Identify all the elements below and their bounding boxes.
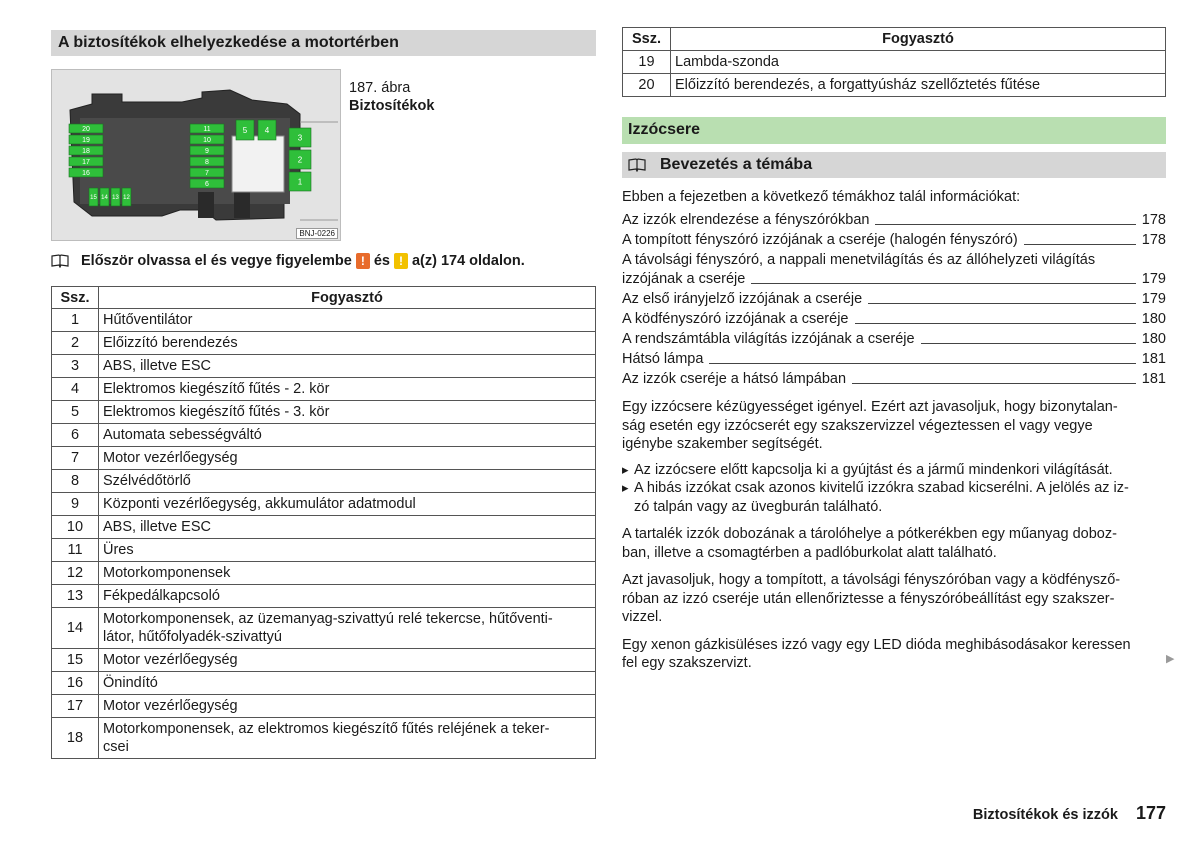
table-row	[52, 539, 596, 562]
fuse-slot-label: 7	[205, 169, 209, 177]
fuse-number: 9	[52, 493, 99, 516]
fuse-consumer: Szélvédőtörlő	[99, 470, 596, 493]
intro-heading	[622, 152, 1166, 178]
fuse-slot-label: 19	[82, 136, 90, 144]
table-row	[52, 332, 596, 355]
figure-title: Biztosítékok	[349, 98, 435, 114]
fuse-slot-label: 13	[112, 195, 119, 202]
fuse-slot-label: 4	[264, 125, 270, 135]
fuse-slot-label: 15	[90, 195, 97, 202]
warning-icon-yellow: !	[394, 253, 408, 269]
fuse-number: 18	[52, 718, 99, 759]
warning-icon-red: !	[356, 253, 370, 269]
fuse-consumer: Motorkomponensek, az elektromos kiegészítő fűtés reléjének a teker- csei	[99, 718, 596, 759]
fuse-consumer: Előizzító berendezés, a forgattyúsház szellőztetés fűtése	[671, 74, 1166, 97]
toc-page-number: 181	[1141, 351, 1166, 367]
fuse-slot-label: 9	[205, 147, 209, 155]
table-row	[52, 585, 596, 608]
toc-item[interactable]	[622, 290, 1166, 309]
section-title-bulb-change: Izzócsere	[622, 117, 1166, 144]
toc-item-line	[622, 251, 1166, 270]
toc-leader	[751, 283, 1135, 284]
page-number: 177	[1135, 803, 1166, 823]
fuse-consumer: Motorkomponensek	[99, 562, 596, 585]
fuse-number: 19	[623, 51, 671, 74]
toc-page-number: 179	[1141, 291, 1166, 307]
fuse-slot-label: 8	[205, 158, 209, 166]
fuse-slot-label: 2	[297, 155, 303, 165]
bullet-item: ▸ A hibás izzókat csak azonos kivitelű izzókra szabad kicserélni. A jelölés az iz- zó talpán vagy az üvegburán található.	[622, 479, 1166, 516]
toc-leader	[875, 224, 1135, 225]
fuse-slot-label: 12	[123, 195, 130, 202]
toc-item[interactable]	[622, 270, 1166, 289]
toc-item[interactable]	[622, 330, 1166, 349]
fuse-number: 14	[52, 608, 99, 649]
table-row	[52, 493, 596, 516]
toc-page-number: 179	[1141, 271, 1166, 287]
fuse-consumer: Motor vezérlőegység	[99, 695, 596, 718]
toc-item[interactable]	[622, 231, 1166, 250]
section-title-fuse-location: A biztosítékok elhelyezkedése a motortérben	[51, 30, 596, 56]
fuse-consumer: Motorkomponensek, az üzemanyag-szivattyú relé tekercse, hűtőventi- látor, hűtőfolyadék-szivattyú	[99, 608, 596, 649]
paragraph-2: A tartalék izzók dobozának a tárolóhelye a pótkerékben egy műanyag doboz- ban, illetve a csomagtérben a padlóburkolat alatt található.	[622, 526, 1117, 561]
table-header-number: Ssz.	[623, 28, 671, 51]
fuse-slot-label: 17	[82, 158, 90, 166]
next-page-arrow-icon: ▶	[1166, 653, 1175, 665]
fuse-number: 6	[52, 424, 99, 447]
figure-caption	[349, 69, 434, 241]
book-icon	[51, 254, 69, 268]
toc-item[interactable]	[622, 310, 1166, 329]
fuse-consumer: Motor vezérlőegység	[99, 649, 596, 672]
table-row	[52, 447, 596, 470]
fuse-number: 5	[52, 401, 99, 424]
toc-item-text: Az izzók cseréje a hátsó lámpában	[622, 371, 847, 387]
fuse-number: 7	[52, 447, 99, 470]
fuse-consumer: Elektromos kiegészítő fűtés - 2. kör	[99, 378, 596, 401]
table-row	[52, 718, 596, 759]
fuse-number: 11	[52, 539, 99, 562]
toc-item-text: Az első irányjelző izzójának a cseréje	[622, 291, 863, 307]
toc-leader	[868, 303, 1136, 304]
fuse-number: 8	[52, 470, 99, 493]
fuse-consumer: Előizzító berendezés	[99, 332, 596, 355]
notice-text-before: Először olvassa el és vegye figyelembe	[81, 253, 352, 269]
left-column	[51, 30, 596, 759]
fuse-number: 17	[52, 695, 99, 718]
table-row	[52, 695, 596, 718]
table-row	[623, 74, 1166, 97]
fuse-number: 1	[52, 309, 99, 332]
toc-leader	[855, 323, 1136, 324]
fuse-slot-label: 16	[82, 169, 90, 177]
toc-page-number: 180	[1141, 331, 1166, 347]
fuse-consumer: Központi vezérlőegység, akkumulátor adatmodul	[99, 493, 596, 516]
fuse-number: 20	[623, 74, 671, 97]
intro-title: Bevezetés a témába	[660, 156, 813, 173]
fuse-slot-label: 1	[297, 177, 303, 187]
fuse-slot-label: 11	[203, 125, 211, 133]
fuse-box-figure	[51, 69, 341, 241]
fuse-number: 15	[52, 649, 99, 672]
toc-item[interactable]	[622, 211, 1166, 230]
table-row	[52, 470, 596, 493]
notice-and: és	[373, 253, 390, 269]
bullet-list	[622, 461, 1166, 517]
toc-page-number: 178	[1141, 212, 1166, 228]
fuse-table-1	[51, 286, 596, 759]
fuse-number: 12	[52, 562, 99, 585]
paragraph-1: Egy izzócsere kézügyességet igényel. Ezért azt javasoljuk, hogy bizonytalan- ság esetén egy izzócserét egy szakszervizzel végeztessen el vagy vegye igénybe szakember segítségét.	[622, 399, 1118, 452]
fuse-consumer: Üres	[99, 539, 596, 562]
toc-leader	[852, 383, 1136, 384]
fuse-number: 2	[52, 332, 99, 355]
fuse-slot-label: 14	[101, 195, 108, 202]
book-icon	[628, 158, 646, 172]
fuse-consumer: Motor vezérlőegység	[99, 447, 596, 470]
figure-row	[51, 69, 596, 241]
fuse-box-illustration	[52, 70, 340, 240]
fuse-consumer: Automata sebességváltó	[99, 424, 596, 447]
fuse-slot-label: 6	[205, 180, 209, 188]
toc-item-text: izzójának a cseréje	[622, 271, 746, 287]
fuse-slot-label: 5	[242, 125, 248, 135]
toc-item-text: Hátsó lámpa	[622, 351, 704, 367]
toc-item-text: A rendszámtábla világítás izzójának a cseréje	[622, 331, 915, 347]
toc-page-number: 180	[1141, 311, 1166, 327]
fuse-consumer: Hűtőventilátor	[99, 309, 596, 332]
table-row	[52, 309, 596, 332]
table-row	[52, 355, 596, 378]
fuse-number: 3	[52, 355, 99, 378]
table-header-consumer: Fogyasztó	[99, 287, 596, 309]
bullet-item: ▸ Az izzócsere előtt kapcsolja ki a gyújtást és a jármű mindenkori világítását.	[622, 461, 1166, 480]
table-row	[623, 51, 1166, 74]
toc-item[interactable]	[622, 370, 1166, 389]
toc-item-text: A ködfényszóró izzójának a cseréje	[622, 311, 849, 327]
table-row	[52, 562, 596, 585]
fuse-slot-label: 10	[203, 136, 211, 144]
fuse-slot-label: 18	[82, 147, 90, 155]
figure-number: 187. ábra	[349, 80, 411, 96]
table-row	[52, 424, 596, 447]
table-row	[52, 378, 596, 401]
topic-list	[622, 211, 1166, 389]
paragraph-4: Egy xenon gázkisüléses izzó vagy egy LED dióda meghibásodásakor keressen fel egy szakszervizt.	[622, 636, 1131, 671]
fuse-consumer: ABS, illetve ESC	[99, 516, 596, 539]
notice-text-after: a(z) 174 oldalon.	[411, 253, 525, 269]
fuse-number: 13	[52, 585, 99, 608]
right-column	[622, 27, 1166, 673]
toc-page-number: 178	[1141, 232, 1166, 248]
read-first-notice	[51, 251, 596, 271]
paragraph-3: Azt javasoljuk, hogy a tompított, a távolsági fényszóróban vagy a ködfénysző- róban az izzó cseréje után ellenőriztesse a fényszóróbeállítást egy szakszer- vizzel.	[622, 572, 1121, 625]
toc-item-text: A tompított fényszóró izzójának a cseréje (halogén fényszóró)	[622, 232, 1018, 248]
fuse-table-2	[622, 27, 1166, 97]
toc-page-number: 181	[1141, 371, 1166, 387]
fuse-consumer: ABS, illetve ESC	[99, 355, 596, 378]
toc-item[interactable]	[622, 350, 1166, 369]
toc-item-text: A távolsági fényszóró, a nappali menetvilágítás és az állóhelyzeti világítás	[622, 252, 1096, 268]
footer-section-title: Biztosítékok és izzók	[972, 807, 1118, 823]
table-row	[52, 516, 596, 539]
fuse-consumer: Fékpedálkapcsoló	[99, 585, 596, 608]
fuse-consumer: Lambda-szonda	[671, 51, 1166, 74]
intro-text: Ebben a fejezetben a következő témákhoz talál információkat:	[622, 189, 1021, 205]
fuse-slot-label: 3	[297, 133, 303, 143]
toc-leader	[1024, 244, 1136, 245]
table-header-consumer: Fogyasztó	[671, 28, 1166, 51]
table-row	[52, 401, 596, 424]
fuse-consumer: Önindító	[99, 672, 596, 695]
table-row	[52, 672, 596, 695]
toc-leader	[921, 343, 1136, 344]
figure-code: BNJ-0226	[296, 228, 338, 239]
table-row	[52, 649, 596, 672]
page-footer	[900, 803, 1166, 824]
toc-item-text: Az izzók elrendezése a fényszórókban	[622, 212, 870, 228]
fuse-number: 4	[52, 378, 99, 401]
table-row	[52, 608, 596, 649]
fuse-consumer: Elektromos kiegészítő fűtés - 3. kör	[99, 401, 596, 424]
toc-leader	[709, 363, 1135, 364]
fuse-number: 10	[52, 516, 99, 539]
table-header-number: Ssz.	[52, 287, 99, 309]
fuse-number: 16	[52, 672, 99, 695]
fuse-slot-label: 20	[82, 125, 90, 133]
